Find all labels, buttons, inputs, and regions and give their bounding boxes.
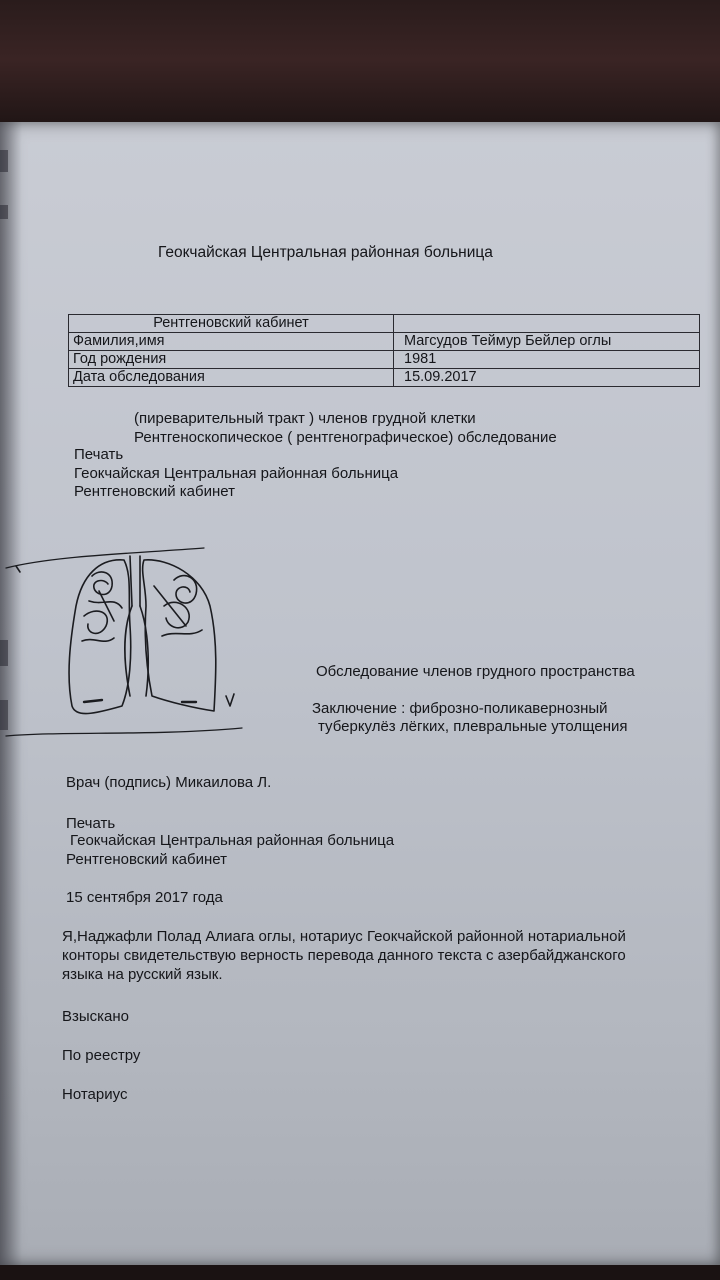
findings-title: Обследование членов грудного пространства — [316, 663, 635, 680]
registry-label: По реестру — [62, 1047, 141, 1064]
chest-xray-sketch — [4, 546, 244, 746]
hospital-title: Геокчайская Центральная районная больница — [158, 244, 493, 261]
stamp-org: Геокчайская Центральная районная больница — [74, 465, 399, 482]
binding-mark — [0, 150, 8, 172]
row-value: 15.09.2017 — [394, 369, 700, 387]
exam-line-1: (пиреварительный тракт ) членов грудной клетки — [134, 410, 476, 427]
table-header-empty-cell — [394, 315, 700, 333]
row-label: Дата обследования — [69, 369, 394, 387]
background-bottom — [0, 1265, 720, 1280]
notary-statement-line-3: языка на русский язык. — [62, 966, 223, 983]
stamp-dept: Рентгеновский кабинет — [66, 851, 227, 868]
conclusion-line-1: Заключение : фиброзно-поликавернозный — [312, 700, 608, 717]
notary-statement-line-1: Я,Наджафли Полад Алиага оглы, нотариус Геокчайской районной нотариальной — [62, 928, 626, 945]
table-row — [69, 369, 700, 387]
patient-info-table — [68, 314, 700, 387]
row-label: Фамилия,имя — [69, 333, 394, 351]
notary-label: Нотариус — [62, 1086, 128, 1103]
document-date: 15 сентября 2017 года — [66, 889, 223, 906]
conclusion-line-2: туберкулёз лёгких, плевральные утолщения — [318, 718, 628, 735]
table-header-row — [69, 315, 700, 333]
row-label: Год рождения — [69, 351, 394, 369]
exam-line-2: Рентгеноскопическое ( рентгенографическое) обследование — [134, 429, 557, 446]
doctor-signature-line: Врач (подпись) Микаилова Л. — [66, 774, 272, 791]
collected-label: Взыскано — [62, 1008, 130, 1025]
table-row — [69, 333, 700, 351]
notary-statement-line-2: конторы свидетельствую верность перевода данного текста с азербайджанского — [62, 947, 626, 964]
binding-mark — [0, 205, 8, 219]
table-row — [69, 351, 700, 369]
stamp-label: Печать — [74, 446, 124, 463]
stamp-dept: Рентгеновский кабинет — [74, 483, 235, 500]
row-value: Магсудов Теймур Бейлер оглы — [394, 333, 700, 351]
table-header-cell: Рентгеновский кабинет — [69, 315, 394, 333]
stamp-label: Печать — [66, 815, 116, 832]
row-value: 1981 — [394, 351, 700, 369]
stamp-org: Геокчайская Центральная районная больница — [70, 832, 395, 849]
